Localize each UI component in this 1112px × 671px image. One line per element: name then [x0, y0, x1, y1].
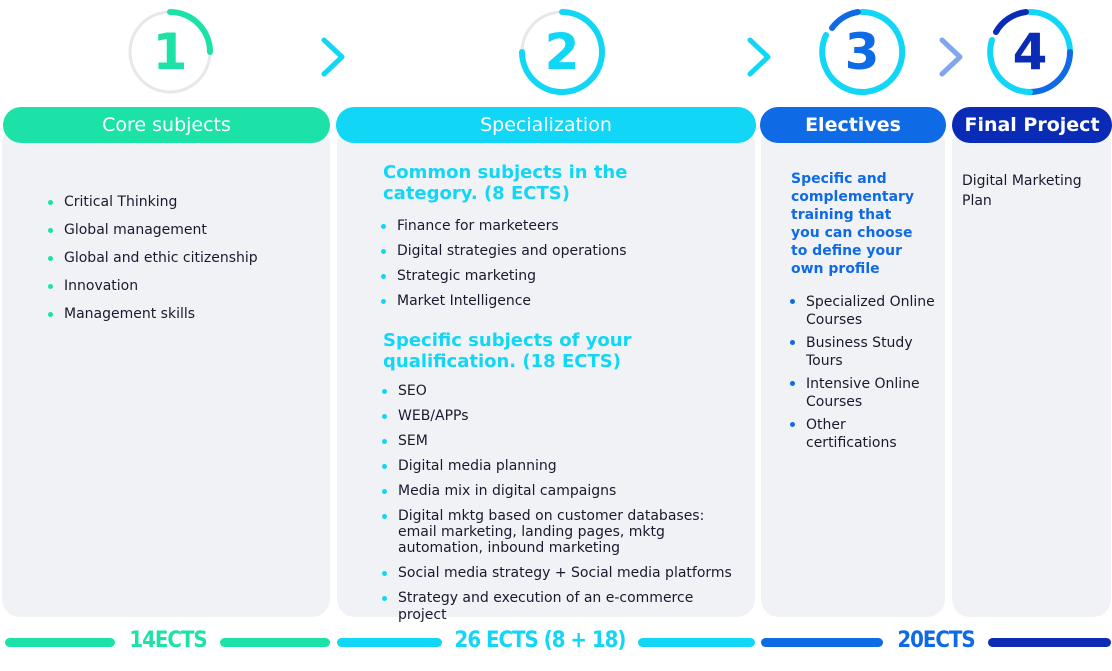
list-item: Specialized Online Courses: [806, 293, 936, 334]
specialization-ects-label: 26 ECTS (8 + 18): [454, 628, 626, 653]
step-2-number: 2: [544, 23, 580, 81]
specialization-ects-bar-left: [337, 638, 442, 647]
list-item: Global and ethic citizenship: [64, 250, 324, 278]
list-item: Business Study Tours: [806, 334, 936, 375]
list-item: Media mix in digital campaigns: [398, 483, 746, 508]
specific-subjects-list: [398, 383, 746, 623]
chevron-right-icon: [936, 36, 966, 78]
electives-ects-label: 20ECTS: [897, 628, 975, 653]
common-subjects-heading: Common subjects in the category. (8 ECTS): [383, 162, 628, 204]
chevron-right-icon: [744, 36, 774, 78]
list-item: Strategic marketing: [397, 268, 737, 293]
core-ects-bar-right: [220, 638, 330, 647]
electives-ects-bar-left: [761, 638, 883, 647]
list-item: Critical Thinking: [64, 194, 324, 222]
step-3-number: 3: [844, 23, 880, 81]
list-item: Finance for marketeers: [397, 218, 737, 243]
electives-header: Electives: [760, 107, 946, 143]
electives-ects-bar-right: [988, 638, 1111, 647]
common-subjects-list: [397, 218, 737, 318]
list-item: Innovation: [64, 278, 324, 306]
list-item: Global management: [64, 222, 324, 250]
chevron-right-icon: [318, 36, 348, 78]
list-item: SEO: [398, 383, 746, 408]
list-item: Other certifications: [806, 416, 936, 457]
list-item: Management skills: [64, 306, 324, 334]
final-project-text: Digital Marketing Plan: [962, 173, 1082, 209]
final-project-header: Final Project: [952, 107, 1112, 143]
specialization-ects-bar-right: [638, 638, 755, 647]
electives-intro: Specific and complementary training that you can choose to define your own profile: [791, 171, 915, 277]
specific-subjects-heading: Specific subjects of your qualification. (18 ECTS): [383, 330, 632, 372]
core-subjects-header: Core subjects: [3, 107, 330, 143]
list-item: Market Intelligence: [397, 293, 737, 318]
core-subjects-list: [64, 194, 324, 334]
list-item: Digital mktg based on customer databases: email marketing, landing pages, mktg automation, inbound marketing: [398, 508, 746, 565]
list-item: Intensive Online Courses: [806, 375, 936, 416]
list-item: Digital media planning: [398, 458, 746, 483]
list-item: Strategy and execution of an e-commerce project: [398, 590, 746, 615]
step-1-number: 1: [152, 23, 188, 81]
list-item: Digital strategies and operations: [397, 243, 737, 268]
core-ects-label: 14ECTS: [129, 628, 207, 653]
step-4-number: 4: [1012, 23, 1048, 81]
core-ects-bar-left: [5, 638, 115, 647]
list-item: WEB/APPs: [398, 408, 746, 433]
electives-list: [806, 293, 936, 457]
list-item: SEM: [398, 433, 746, 458]
list-item: Social media strategy + Social media platforms: [398, 565, 746, 590]
specialization-header: Specialization: [336, 107, 756, 143]
